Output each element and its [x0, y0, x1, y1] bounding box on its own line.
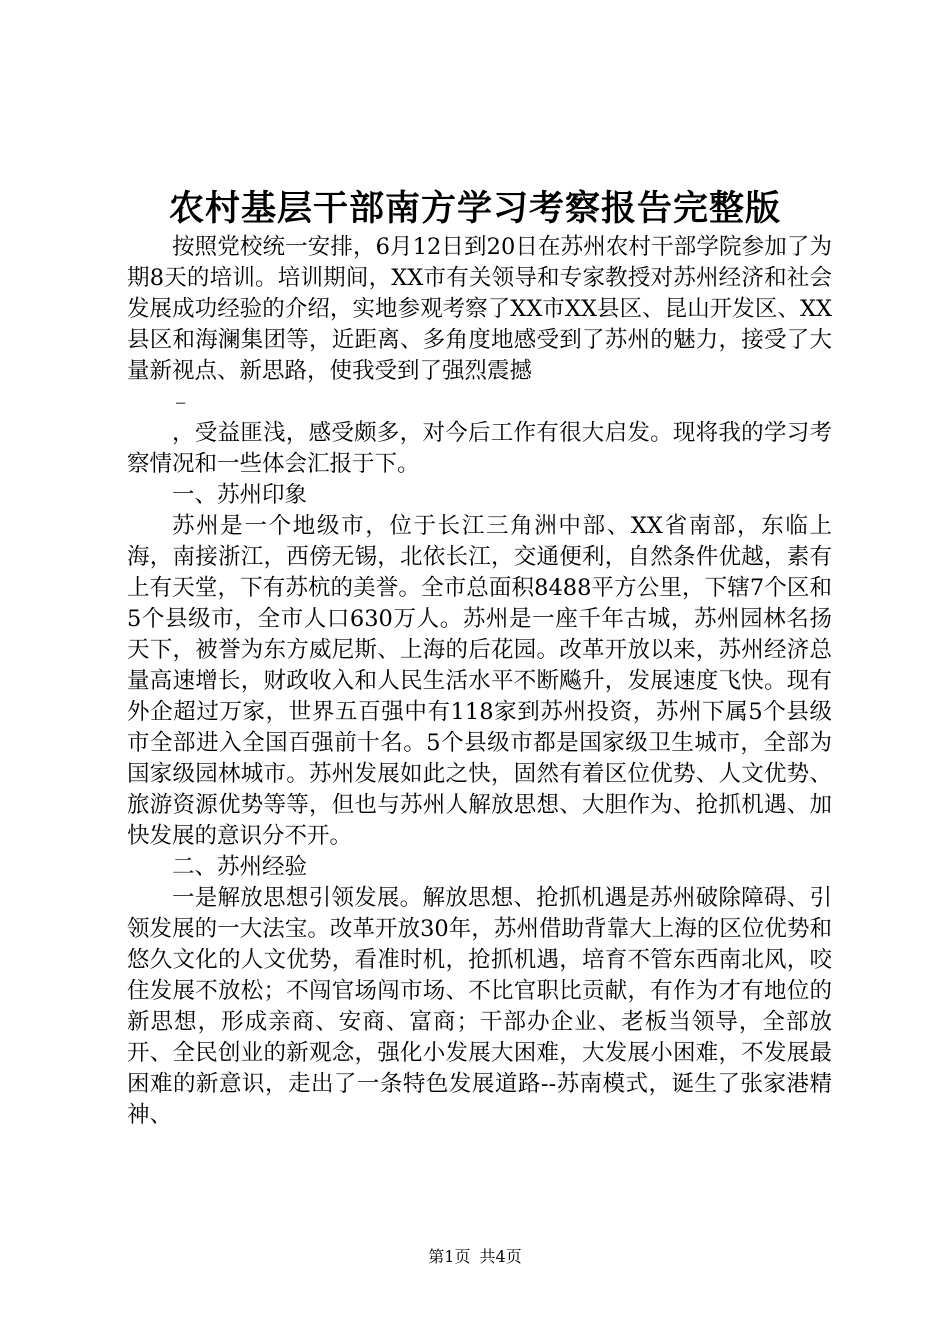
paragraph-suzhou-impression: 苏州是一个地级市，位于长江三角洲中部、XX省南部，东临上海，南接浙江，西傍无锡，北依长江，交通便利，自然条件优越，素有上有天堂，下有苏杭的美誉。全市总面积8488平方公里，下辖7个区和5个县级市，全市人口630万人。苏州是一座千年古城，苏州园林名扬天下，被誉为东方威尼斯、上海的后花园。改革开放以来，苏州经济总量高速增长，财政收入和人民生活水平不断飚升，发展速度飞快。现有外企超过万家，世界五百强中有118家到苏州投资，苏州下属5个县级市全部进入全国百强前十名。5个县级市都是国家级卫生城市，全部为国家级园林城市。苏州发展如此之快，固然有着区位优势、人文优势、旅游资源优势等等，但也与苏州人解放思想、大胆作为、抢抓机遇、加快发展的意识分不开。 [127, 513, 832, 849]
paragraph-intro: 按照党校统一安排，6月12日到20日在苏州农村干部学院参加了为期8天的培训。培训期间，XX市有关领导和专家教授对苏州经济和社会发展成功经验的介绍，实地参观考察了XX市XX县区、昆山开发区、XX县区和海澜集团等，近距离、多角度地感受到了苏州的魅力，接受了大量新视点、新思路，使我受到了强烈震撼 [127, 234, 832, 384]
document-title: 农村基层干部南方学习考察报告完整版 [168, 188, 781, 229]
page-number: 第1页 [428, 1247, 471, 1266]
document-body [127, 232, 832, 1131]
page-footer [0, 1245, 950, 1269]
paragraph-suzhou-experience: 一是解放思想引领发展。解放思想、抢抓机遇是苏州破除障碍、引领发展的一大法宝。改革开放30年，苏州借助背靠大上海的区位优势和悠久文化的人文优势，看准时机，抢抓机遇，培育不管东西南北风，咬住发展不放松；不闯官场闯市场、不比官职比贡献，有作为才有地位的新思想，形成亲商、安商、富商；干部办企业、老板当领导，全部放开、全民创业的新观念，强化小发展大困难，大发展小困难，不发展最困难的新意识，走出了一条特色发展道路--苏南模式，诞生了张家港精神、 [127, 885, 832, 1128]
paragraph-intro-continued: ，受益匪浅，感受颇多，对今后工作有很大启发。现将我的学习考察情况和一些体会汇报于下。 [127, 420, 832, 477]
section-heading-suzhou-impression: 一、苏州印象 [172, 482, 308, 508]
page-total: 共4页 [479, 1247, 522, 1266]
section-heading-suzhou-experience: 二、苏州经验 [172, 854, 308, 880]
dash-line: – [175, 389, 187, 415]
